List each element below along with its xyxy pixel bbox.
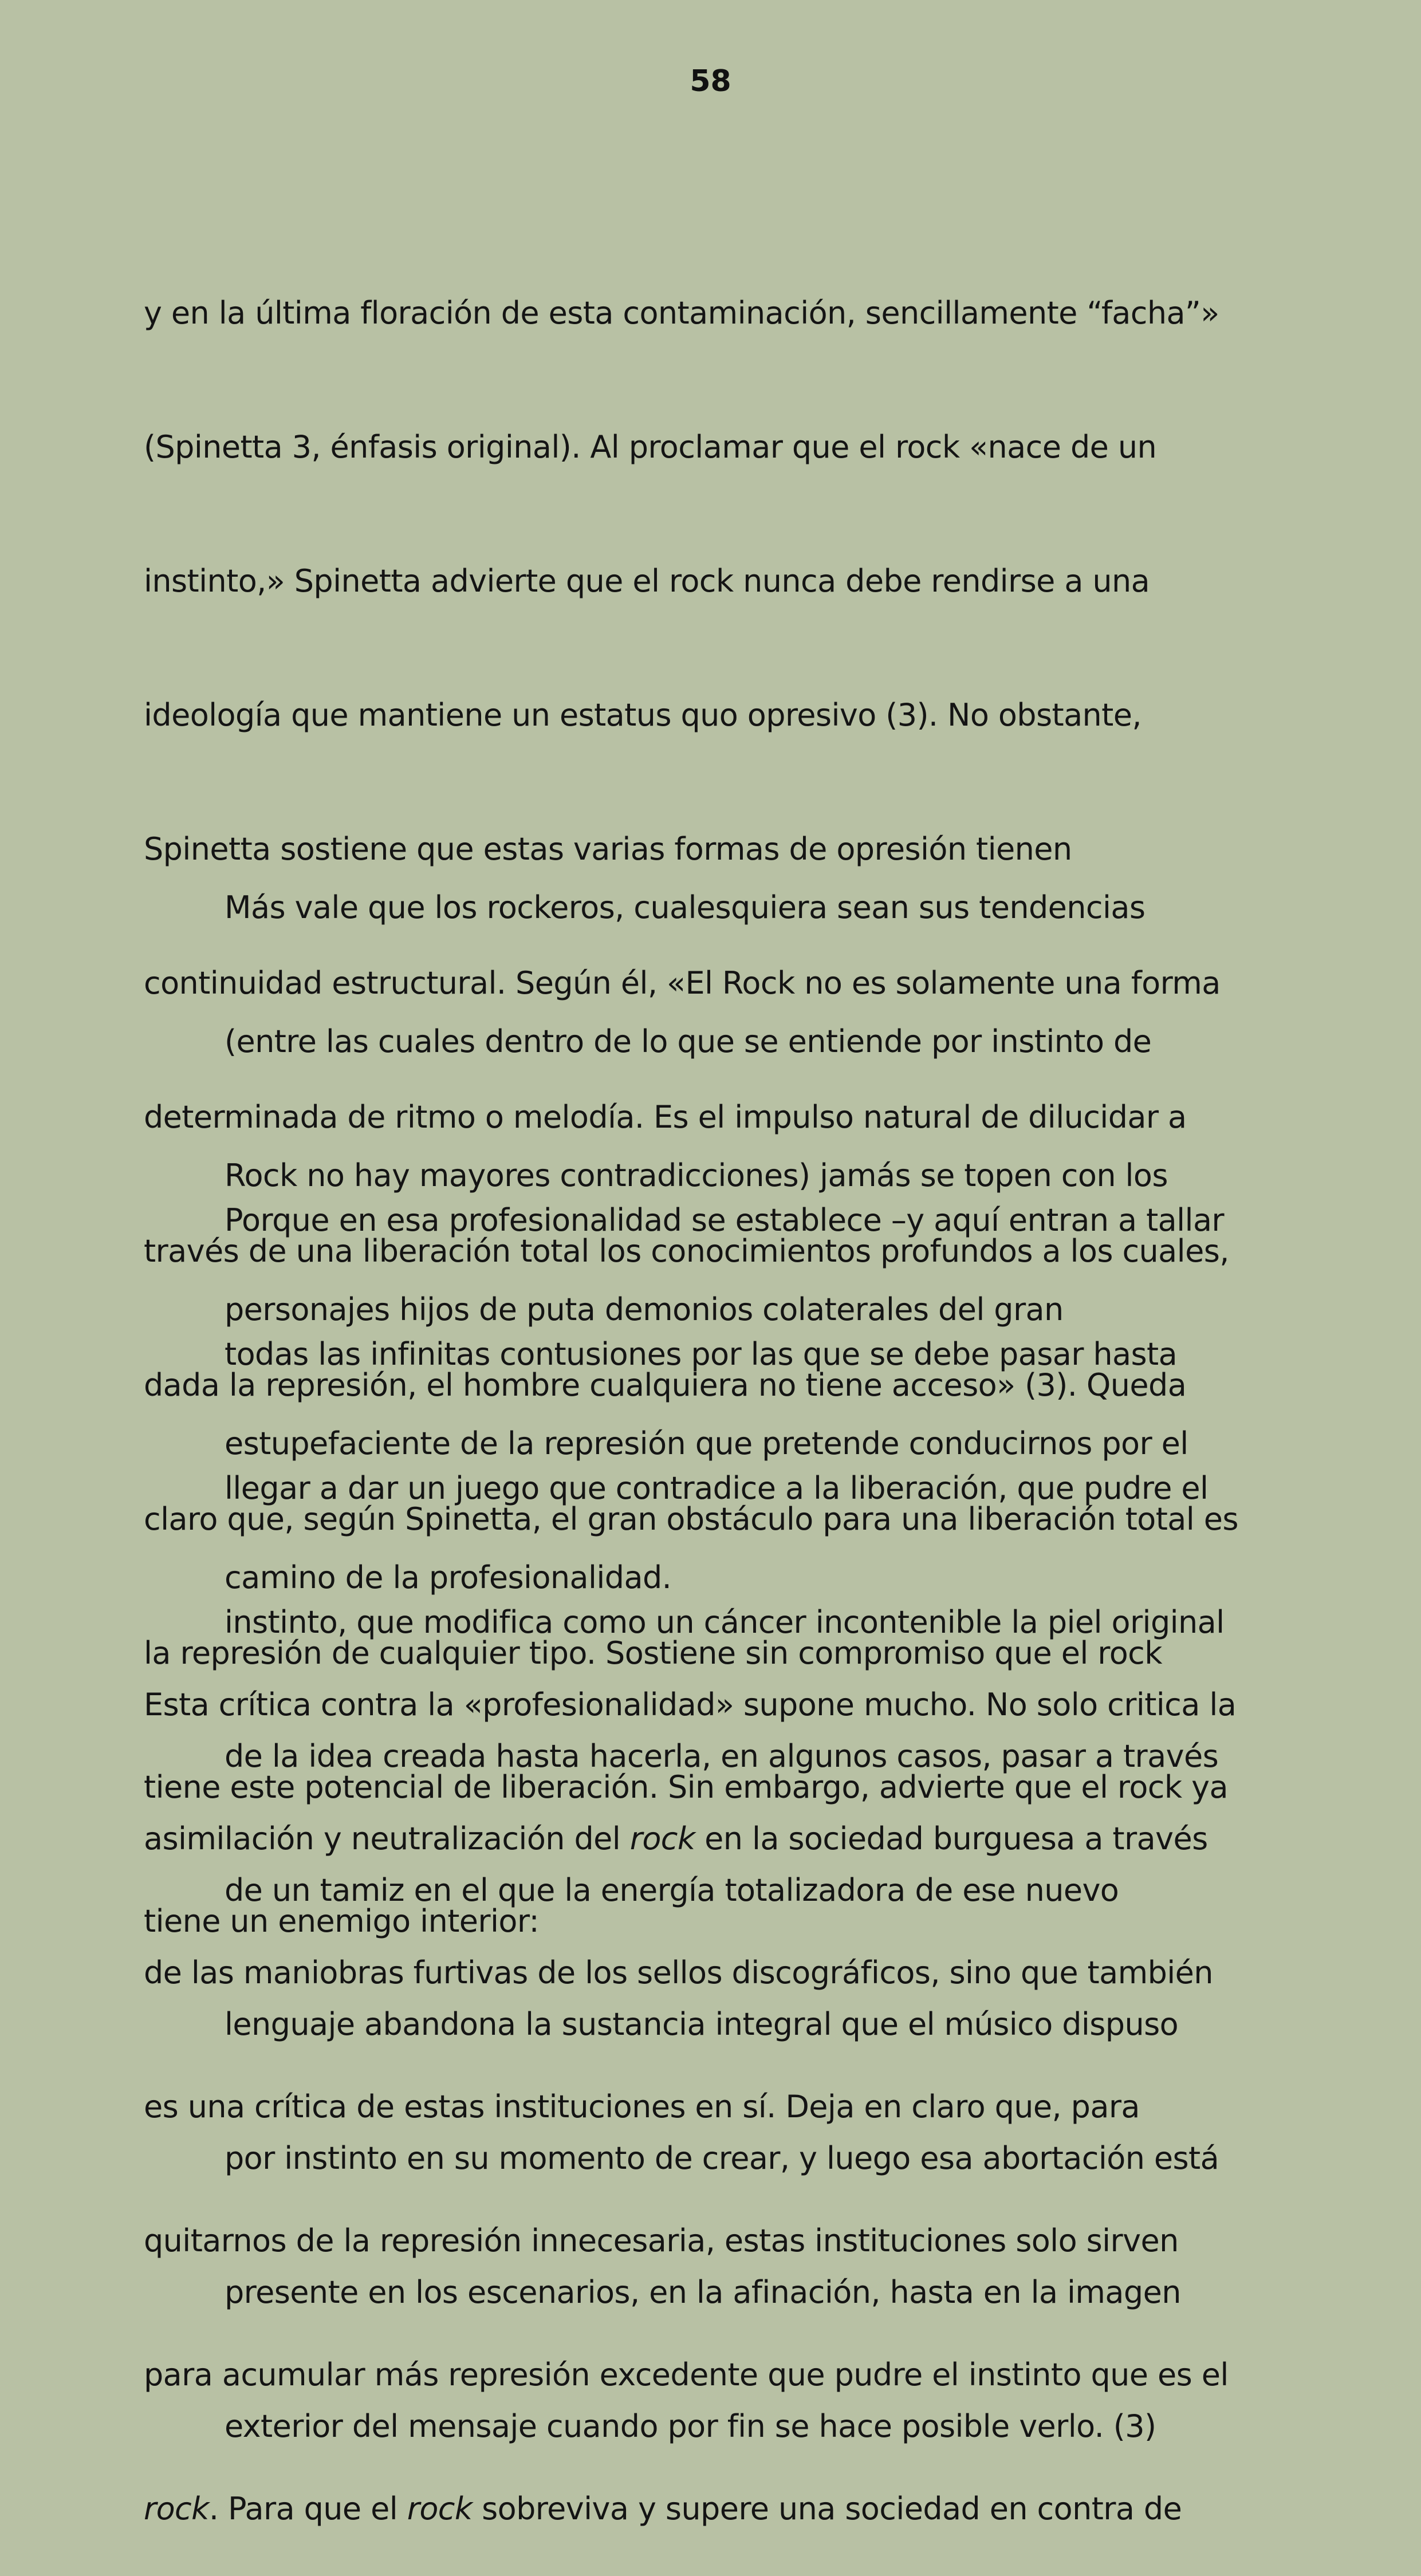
quote-line: de un tamiz en el que la energía totalizadora de ese nuevo bbox=[225, 1872, 1119, 1908]
italic-term: rock bbox=[144, 2491, 209, 2527]
text-line: quitarnos de la represión innecesaria, estas instituciones solo sirven bbox=[144, 2223, 1179, 2259]
text-line: dada la represión, el hombre cualquiera no tiene acceso» (3). Queda bbox=[144, 1367, 1187, 1403]
page-number: 58 bbox=[690, 64, 731, 99]
quote-line: estupefaciente de la represión que pretende conducirnos por el bbox=[225, 1425, 1188, 1462]
italic-term: rock bbox=[629, 1821, 695, 1857]
text-line: de las maniobras furtivas de los sellos discográficos, sino que también bbox=[144, 1955, 1213, 1991]
italic-term: rock bbox=[407, 2491, 473, 2527]
quote-line: presente en los escenarios, en la afinación, hasta en la imagen bbox=[225, 2274, 1181, 2310]
text-line: tiene este potencial de liberación. Sin embargo, advierte que el rock ya bbox=[144, 1769, 1228, 1805]
text-line bbox=[144, 2487, 1289, 2531]
text-line: continuidad estructural. Según él, «El Rock no es solamente una forma bbox=[144, 965, 1221, 1001]
paragraph-2 bbox=[144, 1593, 1289, 2576]
quote-line: llegar a dar un juego que contradice a la liberación, que pudre el bbox=[225, 1470, 1209, 1506]
quote-line: personajes hijos de puta demonios colaterales del gran bbox=[225, 1291, 1064, 1328]
text-line: (Spinetta 3, énfasis original). Al proclamar que el rock «nace de un bbox=[144, 429, 1157, 465]
quote-line: Porque en esa profesionalidad se establece –y aquí entran a tallar bbox=[225, 1202, 1225, 1238]
quote-line: de la idea creada hasta hacerla, en algunos casos, pasar a través bbox=[225, 1738, 1219, 1774]
text-line: ideología que mantiene un estatus quo opresivo (3). No obstante, bbox=[144, 697, 1141, 733]
text-line: tiene un enemigo interior: bbox=[144, 1903, 540, 1939]
text-line: para acumular más represión excedente que pudre el instinto que es el bbox=[144, 2357, 1229, 2393]
quote-line: Rock no hay mayores contradicciones) jamás se topen con los bbox=[225, 1157, 1168, 1194]
text-line: claro que, según Spinetta, el gran obstáculo para una liberación total es bbox=[144, 1501, 1238, 1537]
text-segment: en la sociedad burguesa a través bbox=[695, 1821, 1208, 1857]
quote-line: instinto, que modifica como un cáncer incontenible la piel original bbox=[225, 1604, 1225, 1640]
text-line: Esta crítica contra la «profesionalidad» supone mucho. No solo critica la bbox=[144, 1687, 1237, 1723]
text-line: través de una liberación total los conocimientos profundos a los cuales, bbox=[144, 1233, 1229, 1269]
text-segment: sobreviva y supere una sociedad en contra de bbox=[472, 2491, 1182, 2527]
quote-line: (entre las cuales dentro de lo que se entiende por instinto de bbox=[225, 1023, 1152, 1059]
quote-line: por instinto en su momento de crear, y luego esa abortación está bbox=[225, 2140, 1219, 2176]
quote-line: Más vale que los rockeros, cualesquiera sean sus tendencias bbox=[225, 889, 1146, 925]
text-segment: . Para que el bbox=[208, 2491, 407, 2527]
text-line: instinto,» Spinetta advierte que el rock nunca debe rendirse a una bbox=[144, 563, 1150, 599]
quote-line: todas las infinitas contusiones por las que se debe pasar hasta bbox=[225, 1336, 1178, 1372]
text-line bbox=[144, 1817, 1289, 1861]
quote-line: camino de la profesionalidad. bbox=[225, 1559, 672, 1596]
quote-line: exterior del mensaje cuando por fin se hace posible verlo. (3) bbox=[225, 2408, 1156, 2444]
text-line: es una crítica de estas instituciones en sí. Deja en claro que, para bbox=[144, 2089, 1140, 2125]
text-line: la represión de cualquier tipo. Sostiene sin compromiso que el rock bbox=[144, 1635, 1162, 1671]
quote-line: lenguaje abandona la sustancia integral que el músico dispuso bbox=[225, 2006, 1179, 2042]
text-line: determinada de ritmo o melodía. Es el impulso natural de dilucidar a bbox=[144, 1099, 1187, 1135]
text-line: y en la última floración de esta contaminación, sencillamente “facha”» bbox=[144, 295, 1219, 331]
text-line: Spinetta sostiene que estas varias formas de opresión tienen bbox=[144, 831, 1072, 867]
text-segment: asimilación y neutralización del bbox=[144, 1821, 630, 1857]
